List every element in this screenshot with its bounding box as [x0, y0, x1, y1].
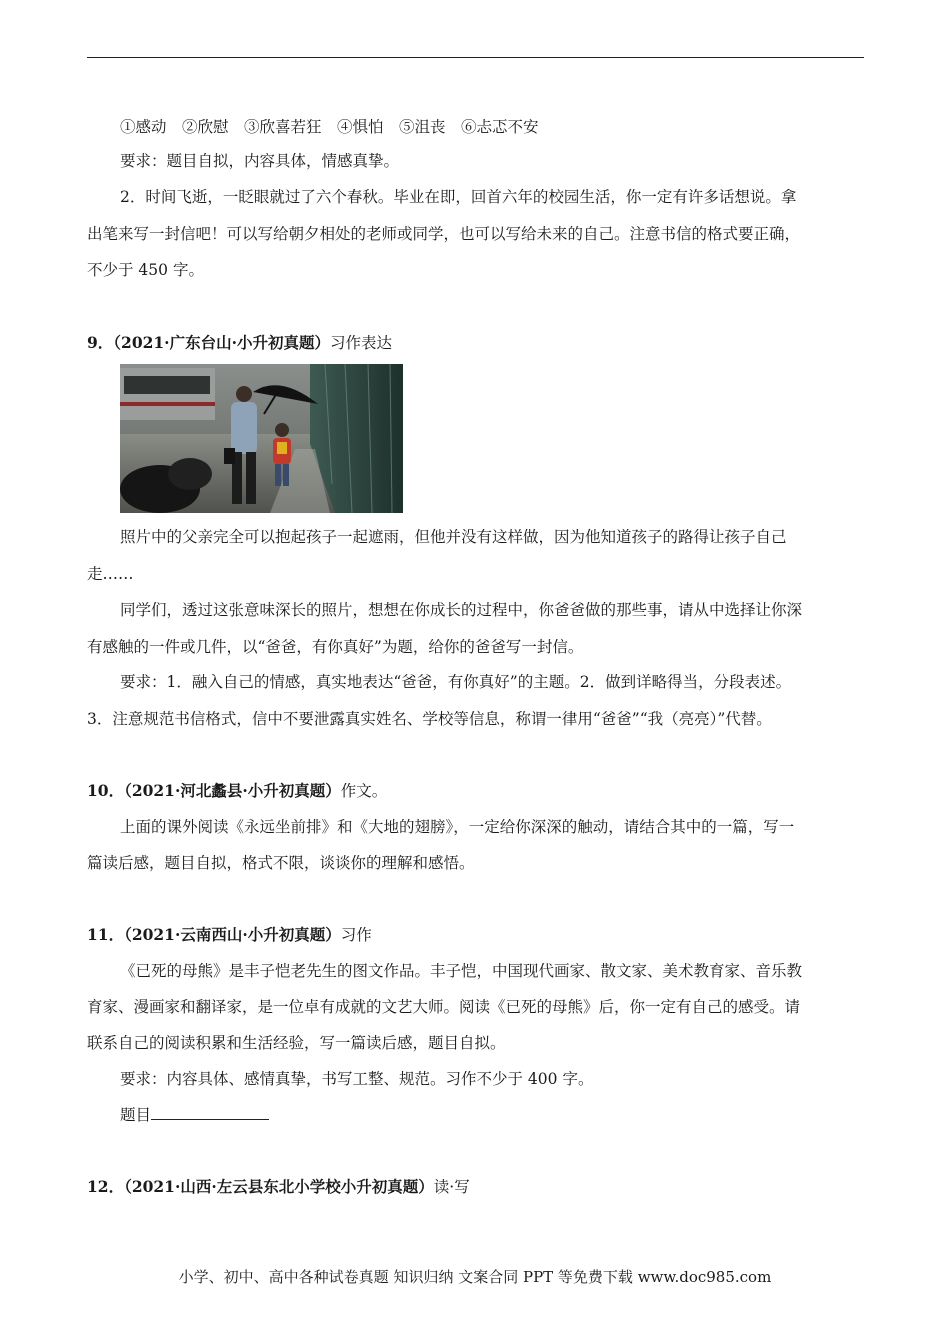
item2-line3: 不少于 450 字。: [87, 261, 204, 279]
q10-heading: [87, 781, 387, 801]
q12-number: 12．: [87, 1177, 125, 1196]
q10-type: 作文。: [340, 782, 388, 800]
q11-para-line1: 《已死的母熊》是丰子恺老先生的图文作品。丰子恺，中国现代画家、散文家、美术教育家、音乐教: [120, 962, 803, 980]
q9-require-line1: 要求：1．融入自己的情感，真实地表达“爸爸，有你真好”的主题。2．做到详略得当，分段表述。: [120, 673, 792, 691]
q11-type: 习作: [340, 926, 372, 944]
q9-require-line2: 3．注意规范书信格式，信中不要泄露真实姓名、学校等信息，称谓一律用“爸爸”“我（亮亮）”代替。: [87, 710, 772, 728]
q11-title-row: [120, 1105, 269, 1125]
q10-source: （2021·河北蠡县·小升初真题）: [124, 781, 341, 800]
q9-number: 9．: [87, 333, 114, 352]
q10-number: 10．: [87, 781, 125, 800]
q12-heading: [87, 1177, 470, 1197]
q9-heading: [87, 333, 392, 353]
q9-para1-line2: 走……: [87, 565, 134, 583]
q9-para1-line1: 照片中的父亲完全可以抱起孩子一起遮雨，但他并没有这样做，因为他知道孩子的路得让孩子自己: [120, 528, 787, 546]
item2-line1: 2．时间飞逝，一眨眼就过了六个春秋。毕业在即，回首六年的校园生活，你一定有许多话想说。拿: [120, 188, 797, 206]
requirement-text: 要求：题目自拟，内容具体，情感真挚。: [120, 152, 400, 170]
father-child-rain-photo: [120, 364, 403, 513]
q11-source: （2021·云南西山·小升初真题）: [124, 925, 341, 944]
page-footer: 小学、初中、高中各种试卷真题 知识归纳 文案合同 PPT 等免费下载 www.doc985.com: [178, 1268, 772, 1286]
q10-para-line2: 篇读后感，题目自拟，格式不限，谈谈你的理解和感悟。: [87, 854, 475, 872]
q9-type: 习作表达: [329, 334, 392, 352]
q11-para-line3: 联系自己的阅读积累和生活经验，写一篇读后感，题目自拟。: [87, 1034, 506, 1052]
emotion-options: ①感动 ②欣慰 ③欣喜若狂 ④惧怕 ⑤沮丧 ⑥忐忑不安: [120, 118, 539, 136]
q11-number: 11．: [87, 925, 125, 944]
q9-para2-line1: 同学们，透过这张意味深长的照片，想想在你成长的过程中，你爸爸做的那些事，请从中选择让你深: [120, 601, 803, 619]
q12-type: 读·写: [433, 1178, 470, 1196]
title-blank[interactable]: [151, 1105, 269, 1120]
q9-para2-line2: 有感触的一件或几件，以“爸爸，有你真好”为题，给你的爸爸写一封信。: [87, 638, 584, 656]
q9-source: （2021·广东台山·小升初真题）: [113, 333, 330, 352]
q12-source: （2021·山西·左云县东北小学校小升初真题）: [124, 1177, 434, 1196]
q11-heading: [87, 925, 372, 945]
q11-require: 要求：内容具体、感情真挚，书写工整、规范。习作不少于 400 字。: [120, 1070, 594, 1088]
q10-para-line1: 上面的课外阅读《永远坐前排》和《大地的翅膀》，一定给你深深的触动，请结合其中的一篇，写一: [120, 818, 795, 836]
item2-line2: 出笔来写一封信吧！可以写给朝夕相处的老师或同学，也可以写给未来的自己。注意书信的格式要正确，: [87, 225, 801, 243]
q11-title-label: 题目: [120, 1106, 152, 1124]
header-rule: [87, 57, 864, 58]
q11-para-line2: 育家、漫画家和翻译家，是一位卓有成就的文艺大师。阅读《已死的母熊》后，你一定有自己的感受。请: [87, 998, 801, 1016]
